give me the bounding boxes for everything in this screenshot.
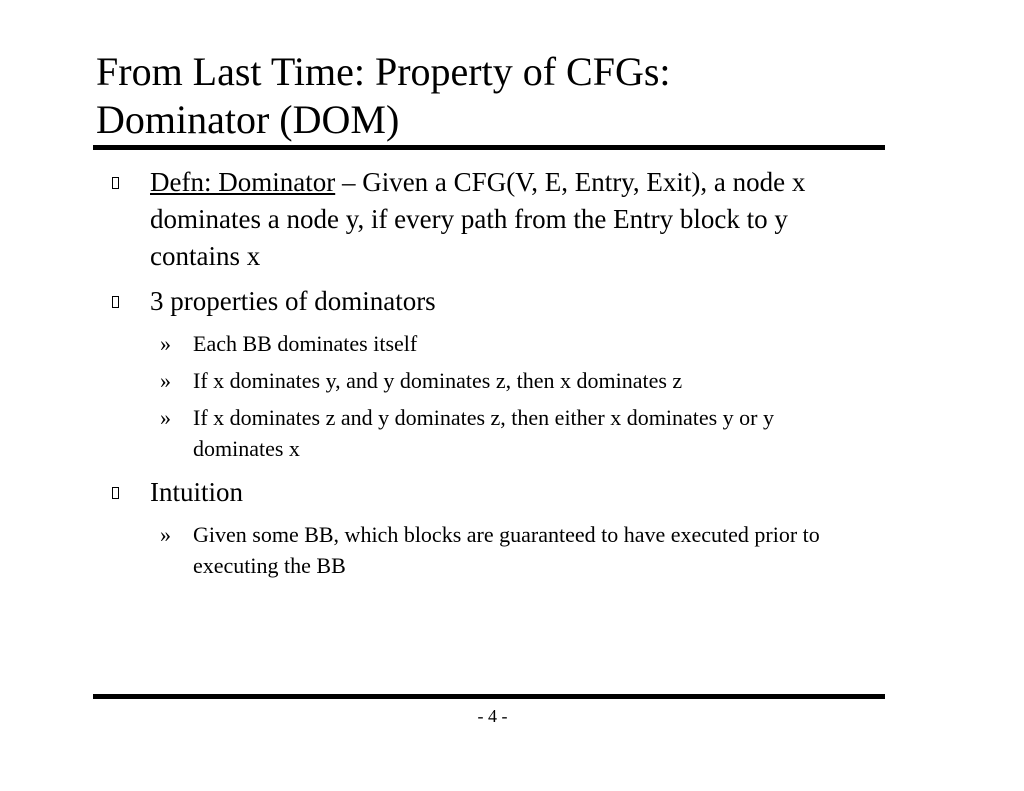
page-number: - 4 - [477,706,508,726]
bullet-defn [0,164,850,275]
chevron-bullet-icon: » [160,331,171,356]
chevron-bullet-icon: » [160,522,171,547]
bullet-intuition [0,474,850,511]
sub-bullet-text: If x dominates y, and y dominates z, then x dominates z [193,368,683,393]
sub-bullet-item [0,519,863,581]
defn-text: – Given a CFG(V, E, Entry, Exit), a node x dominates a node y, if every path from the Entry block to y contains x [150,167,806,271]
chevron-bullet-icon: » [160,405,171,430]
bullet-list [0,164,1024,581]
bullet-properties [0,283,850,320]
sub-bullet-item [0,402,863,464]
title-divider [93,145,885,150]
bullet-box-icon [112,177,119,189]
sub-bullet-item [0,365,863,396]
sub-bullet-text: Given some BB, which blocks are guaranteed to have executed prior to executing the BB [193,522,820,578]
defn-term: Defn: Dominator [150,167,336,197]
sub-bullet-item [0,328,863,359]
title-line-1: From Last Time: Property of CFGs: [96,49,671,94]
chevron-bullet-icon: » [160,368,171,393]
slide-title [96,48,886,144]
intuition-heading: Intuition [150,477,243,507]
bullet-box-icon [112,487,119,499]
sub-bullet-text: If x dominates z and y dominates z, then either x dominates y or y dominates x [193,405,775,461]
properties-heading: 3 properties of dominators [150,286,436,316]
footer-divider [93,694,885,699]
title-line-2: Dominator (DOM) [96,97,400,142]
bullet-box-icon [112,296,119,308]
sub-bullet-text: Each BB dominates itself [193,331,418,356]
